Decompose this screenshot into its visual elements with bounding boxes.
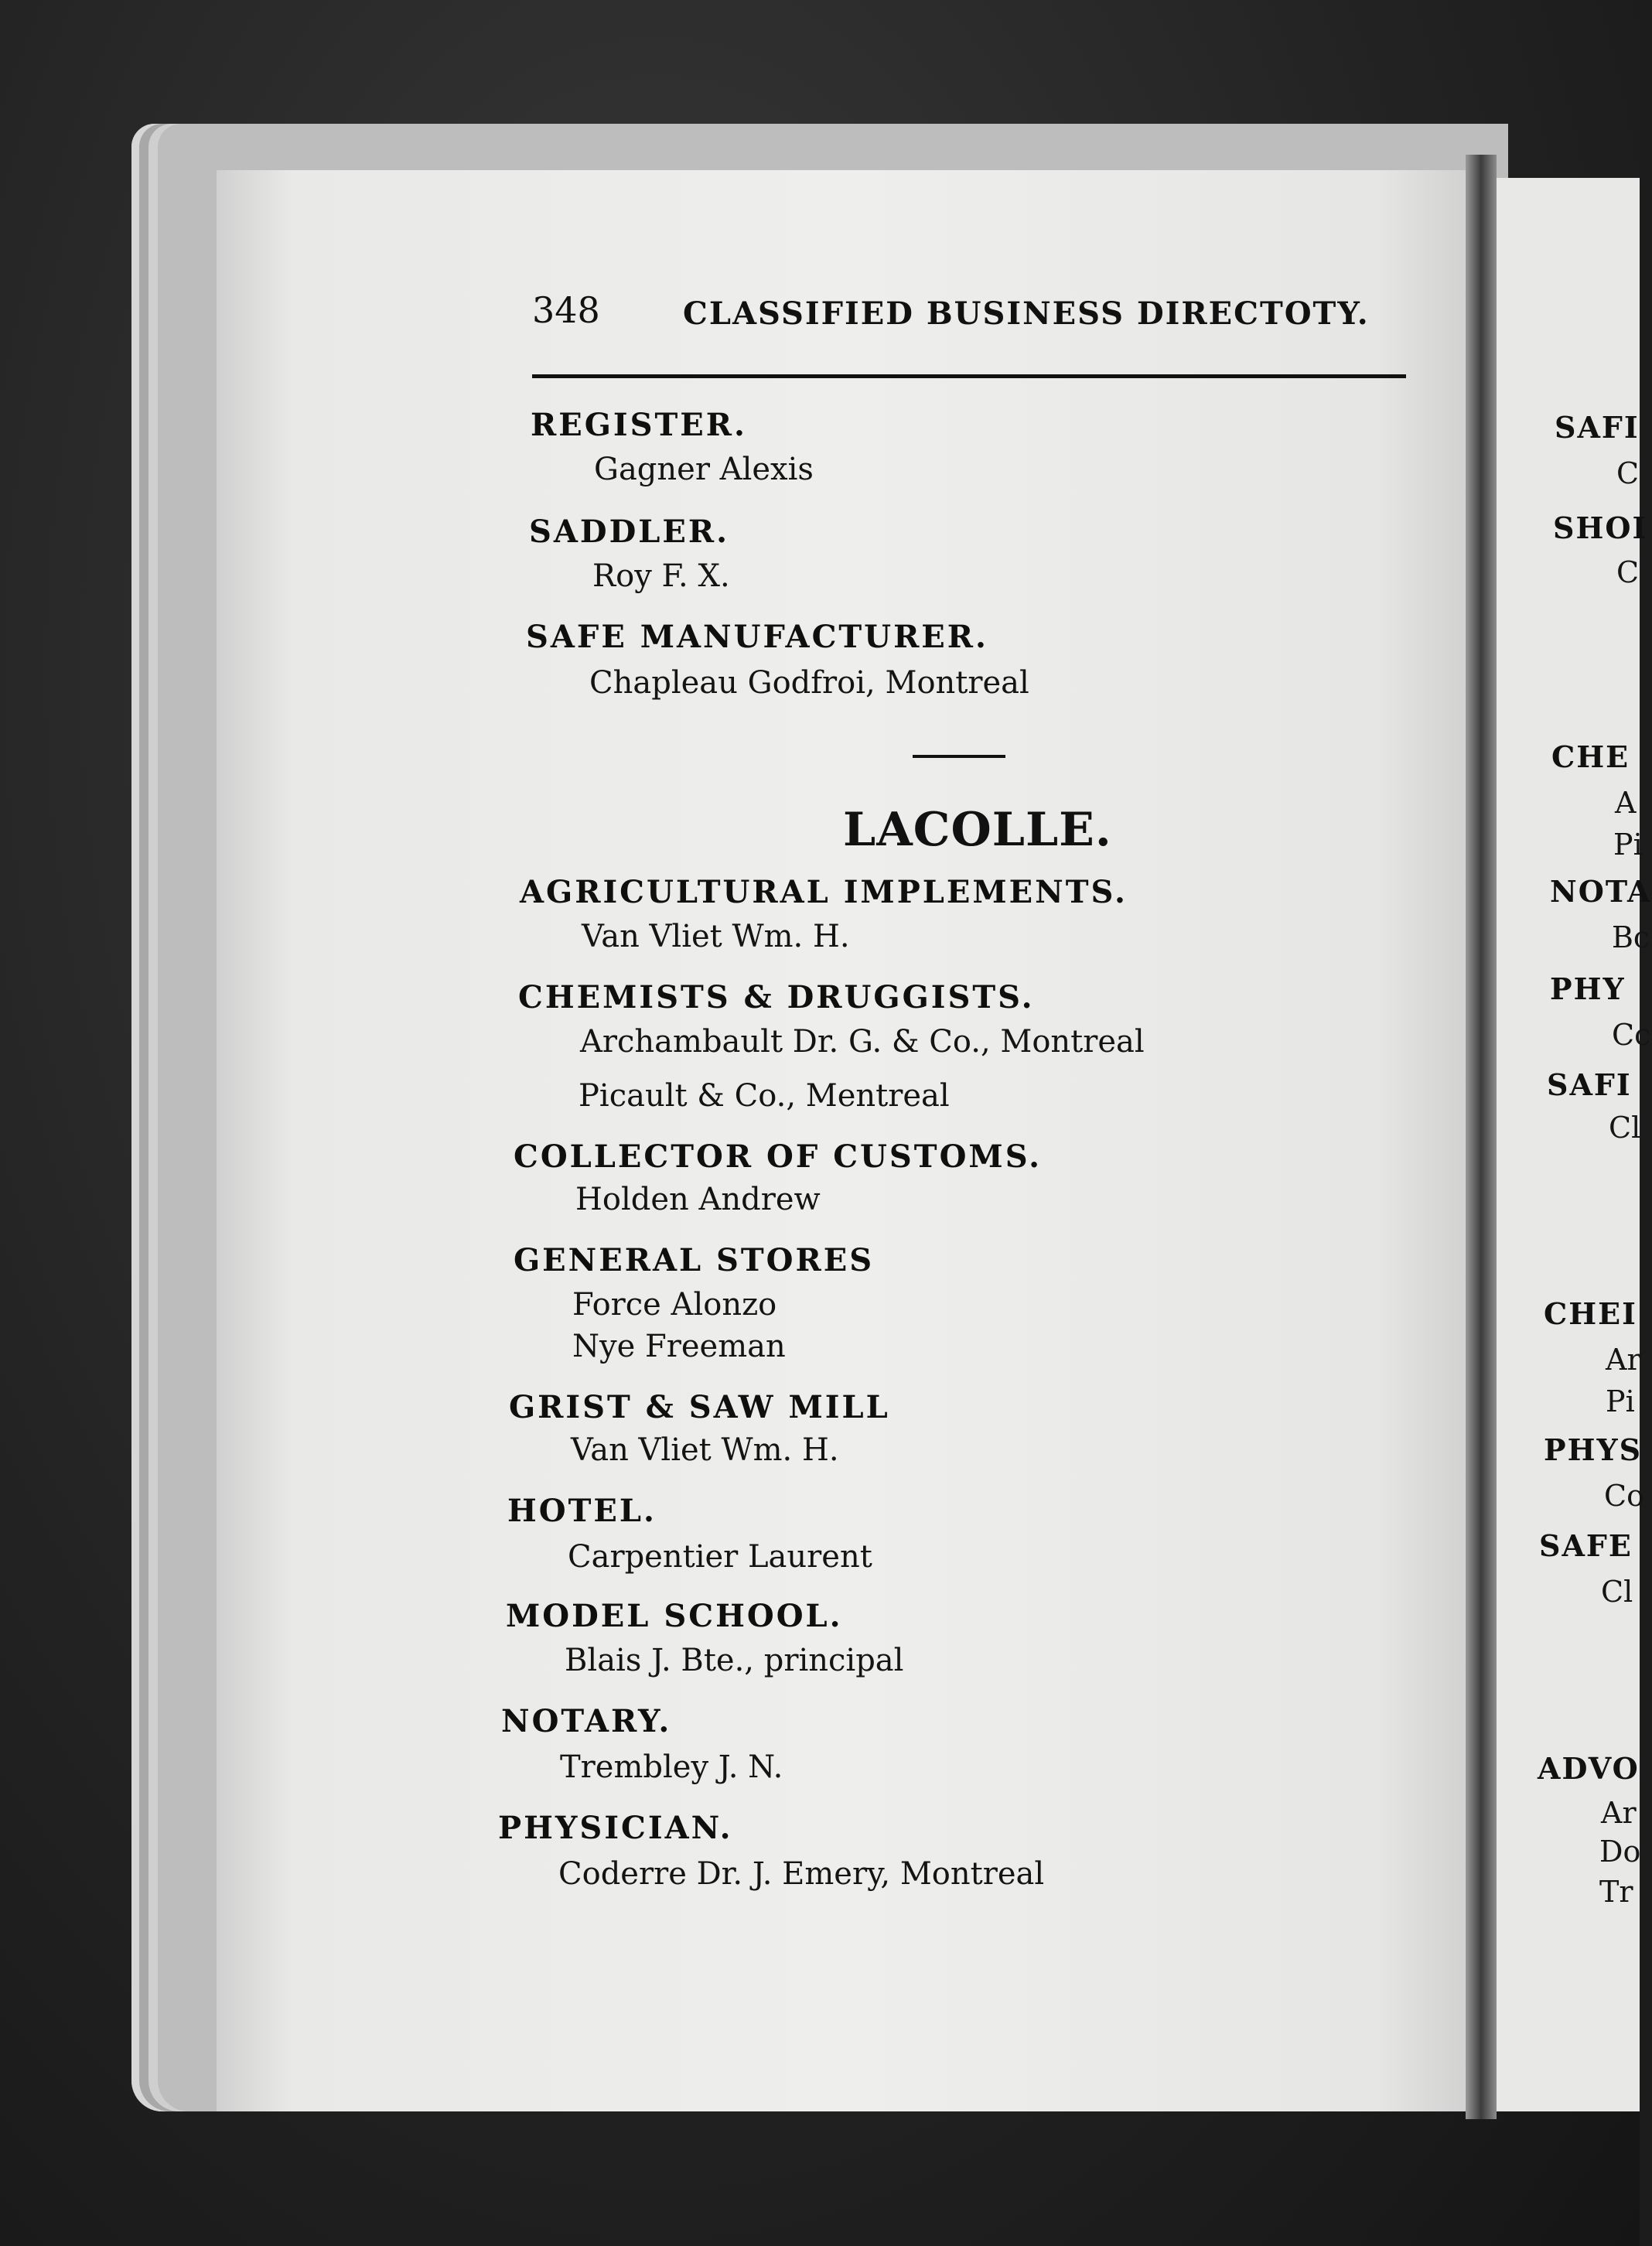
right-page-fragment: SAFE: [1539, 1528, 1633, 1563]
right-page-fragment: Cl: [1609, 1111, 1641, 1145]
right-page-fragment: Co: [1604, 1479, 1644, 1513]
directory-entry: Gagner Alexis: [594, 452, 814, 487]
right-page-fragment: Do: [1599, 1835, 1641, 1869]
right-page-fragment: SAFI: [1555, 410, 1640, 445]
directory-entry: Van Vliet Wm. H.: [571, 1432, 839, 1468]
category-heading: GENERAL STORES: [514, 1242, 875, 1278]
right-page-fragment: Cc: [1612, 1018, 1651, 1052]
directory-entry: Picault & Co., Mentreal: [579, 1078, 950, 1114]
directory-entry: Roy F. X.: [592, 558, 730, 594]
directory-entry: Trembley J. N.: [560, 1749, 783, 1785]
right-page-fragment: PHYS: [1544, 1432, 1643, 1467]
category-heading: PHYSICIAN.: [498, 1810, 733, 1846]
category-heading: SADDLER.: [529, 514, 730, 550]
page-header: [532, 278, 1406, 340]
right-page-fragment: Pi: [1613, 828, 1643, 862]
directory-entry: Blais J. Bte., principal: [565, 1643, 904, 1678]
right-page-fragment: C: [1616, 456, 1640, 490]
right-page-fragment: Pi: [1606, 1384, 1635, 1418]
right-page-fragment: NOTA: [1550, 874, 1652, 909]
right-page-fragment: CHE: [1551, 739, 1630, 774]
right-page-fragment: Ar: [1606, 1343, 1641, 1377]
directory-entry: Coderre Dr. J. Emery, Montreal: [558, 1856, 1045, 1892]
category-heading: SAFE MANUFACTURER.: [526, 619, 988, 655]
book-gutter: [1466, 155, 1497, 2119]
category-heading: NOTARY.: [501, 1703, 672, 1739]
category-heading: GRIST & SAW MILL: [509, 1389, 890, 1425]
directory-entry: Nye Freeman: [572, 1329, 786, 1364]
category-heading: MODEL SCHOOL.: [506, 1598, 843, 1634]
running-title: CLASSIFIED BUSINESS DIRECTOTY.: [683, 295, 1370, 332]
directory-entry: Archambault Dr. G. & Co., Montreal: [580, 1024, 1145, 1060]
category-heading: AGRICULTURAL IMPLEMENTS.: [520, 874, 1128, 910]
directory-entry: Carpentier Laurent: [568, 1539, 872, 1575]
right-page-fragment: Tr: [1599, 1875, 1633, 1909]
header-rule: [532, 374, 1406, 378]
directory-entry: Holden Andrew: [575, 1182, 821, 1217]
right-page-fragment: Ar: [1601, 1796, 1637, 1830]
directory-entry: Chapleau Godfroi, Montreal: [589, 665, 1029, 701]
right-page-fragment: Bc: [1612, 920, 1650, 954]
category-heading: COLLECTOR OF CUSTOMS.: [514, 1138, 1043, 1175]
right-page-fragment: A: [1615, 786, 1637, 820]
category-heading: HOTEL.: [507, 1493, 657, 1529]
section-divider: [913, 755, 1005, 758]
right-page-fragment: CHEI: [1544, 1296, 1637, 1331]
right-page-fragment: Cl: [1601, 1575, 1633, 1609]
directory-entry: Force Alonzo: [572, 1287, 777, 1323]
right-page-fragment: C: [1616, 555, 1640, 589]
directory-entry: Van Vliet Wm. H.: [582, 919, 850, 954]
category-heading: REGISTER.: [531, 407, 747, 443]
right-page-fragment: PHY: [1550, 971, 1626, 1006]
town-heading: LACOLLE.: [843, 803, 1112, 857]
right-page-fragment: SAFI: [1547, 1067, 1632, 1102]
right-page-fragment: ADVO: [1538, 1751, 1640, 1786]
page-number: 348: [532, 289, 600, 331]
category-heading: CHEMISTS & DRUGGISTS.: [518, 979, 1035, 1015]
right-page-fragment: SHOI: [1553, 510, 1648, 545]
